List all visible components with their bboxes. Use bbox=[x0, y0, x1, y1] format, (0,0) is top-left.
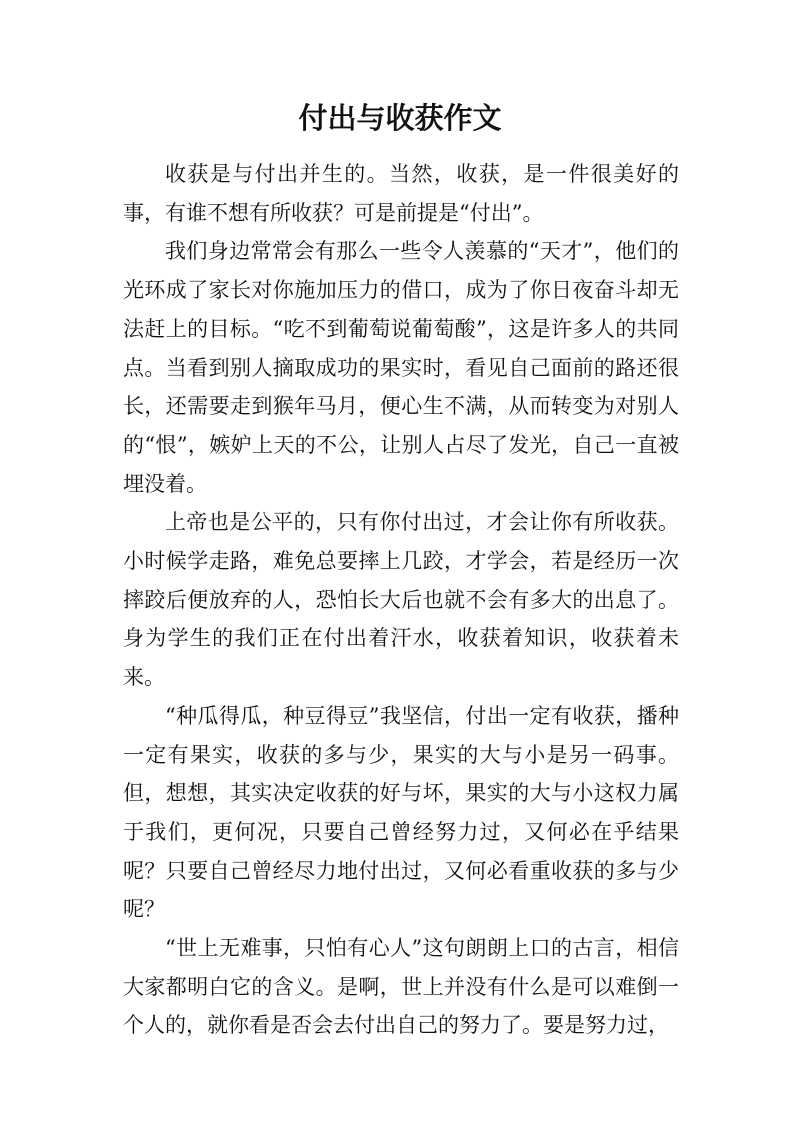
paragraph-2: 我们身边常常会有那么一些令人羡慕的“天才”，他们的光环成了家长对你施加压力的借口，成为了你日夜奋斗却无法赶上的目标。“吃不到葡萄说葡萄酸”，这是许多人的共同点。当看到别人摘取成功的果实时，看见自己面前的路还很长，还需要走到猴年马月，便心生不满，从而转变为对别人的“恨”，嫉妒上天的不公，让别人占尽了发光，自己一直被埋没着。 bbox=[123, 239, 679, 496]
document-body bbox=[123, 155, 679, 1045]
paragraph-4: “种瓜得瓜，种豆得豆”我坚信，付出一定有收获，播种一定有果实，收获的多与少，果实的大与小是另一码事。但，想想，其实决定收获的好与坏，果实的大与小这权力属于我们，更何况，只要自己曾经努力过，又何必在乎结果呢？只要自己曾经尽力地付出过，又何必看重收获的多与少呢？ bbox=[123, 703, 679, 922]
paragraph-5: “世上无难事，只怕有心人”这句朗朗上口的古言，相信大家都明白它的含义。是啊，世上并没有什么是可以难倒一个人的，就你看是否会去付出自己的努力了。要是努力过， bbox=[123, 936, 679, 1038]
paragraph-3: 上帝也是公平的，只有你付出过，才会让你有所收获。小时候学走路，难免总要摔上几跤，才学会，若是经历一次摔跤后便放弃的人，恐怕长大后也就不会有多大的出息了。身为学生的我们正在付出着汗水，收获着知识，收获着未来。 bbox=[123, 510, 679, 690]
document-title: 付出与收获作文 bbox=[298, 101, 502, 135]
paragraph-1: 收获是与付出并生的。当然，收获，是一件很美好的事，有谁不想有所收获？可是前提是“付出”。 bbox=[123, 162, 679, 225]
